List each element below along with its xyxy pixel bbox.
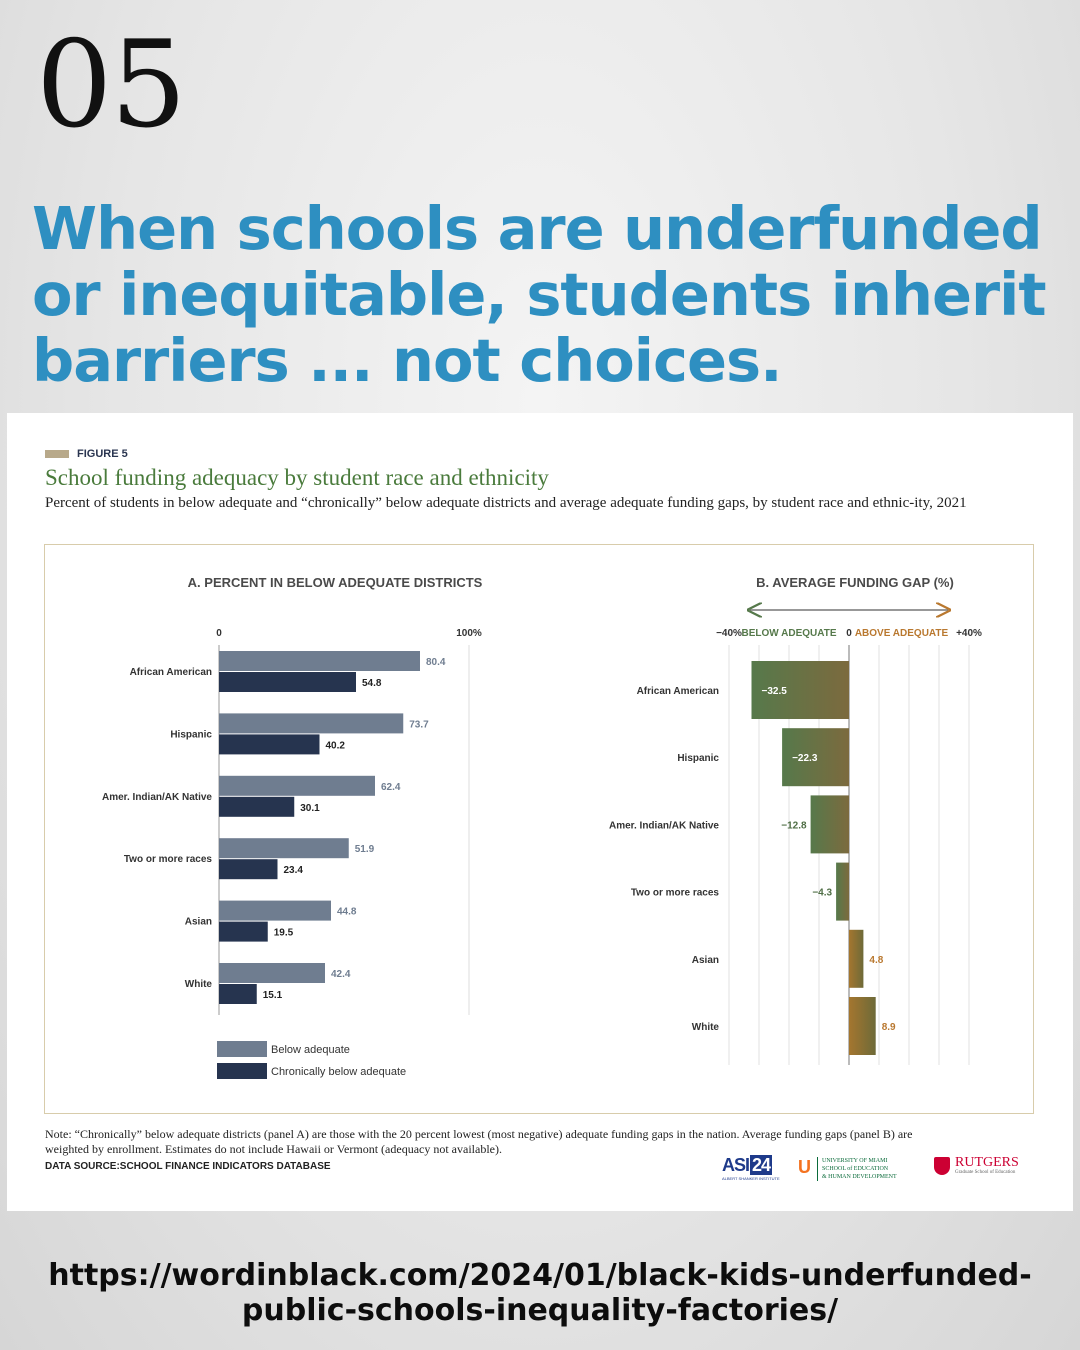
panel-b-tick-label: 0 [846, 628, 852, 639]
rutgers-name: RUTGERS [955, 1155, 1019, 1170]
panel-a-value-label: 42.4 [331, 969, 351, 980]
panel-b-category-label: Two or more races [630, 887, 719, 899]
figure-tag-label: FIGURE 5 [77, 448, 128, 460]
legend-label: Below adequate [271, 1044, 350, 1056]
panel-b-tick-label: −40% [716, 628, 742, 639]
panel-a-category-label: White [184, 979, 212, 990]
panel-a-bar [219, 797, 294, 817]
panel-b-bar [811, 795, 849, 853]
panel-b-category-label: White [691, 1022, 719, 1033]
panel-a-title: A. PERCENT IN BELOW ADEQUATE DISTRICTS [187, 575, 483, 590]
panel-a-category-label: Hispanic [170, 729, 212, 741]
panel-a-value-label: 54.8 [362, 678, 382, 689]
above-adequate-label: ABOVE ADEQUATE [854, 628, 949, 639]
panel-b-value-label: −22.3 [792, 753, 818, 765]
panel-a-bar [219, 713, 403, 733]
panel-b-value-label: 8.9 [881, 1022, 896, 1033]
asi-logo [722, 1155, 780, 1181]
figure-card [7, 413, 1073, 1211]
panel-a-value-label: 62.4 [381, 781, 401, 793]
panel-a-bar [219, 984, 257, 1004]
panel-a-value-label: 73.7 [409, 719, 429, 731]
slide-number: 05 [36, 16, 185, 155]
figure-note: Note: “Chronically” below adequate districts (panel A) are those with the 20 percent lowest (most negative) adequate funding gaps in the nation. Average funding gaps (panel B) are weighted by enrollment. Estimates do not include Hawaii or Vermont (adequacy not available). [45, 1127, 913, 1156]
panel-a-category-label: Amer. Indian/AK Native [101, 791, 212, 803]
source-url[interactable]: https://wordinblack.com/2024/01/black-kids-underfunded-public-schools-inequality-factories/ [48, 1258, 1032, 1328]
chart-svg [45, 545, 1033, 1113]
panel-a-bar [219, 838, 349, 858]
panel-b-tick-label: +40% [956, 628, 982, 639]
panel-a-value-label: 15.1 [262, 990, 283, 1001]
headline: When schools are underfunded or inequitable, students inherit barriers ... not choices. [32, 194, 1046, 395]
panel-b-value-label: −4.3 [812, 887, 833, 899]
panel-a-bar [219, 672, 356, 692]
panel-b-category-label: Hispanic [677, 753, 719, 765]
panel-b-title: B. AVERAGE FUNDING GAP (%) [756, 575, 954, 590]
below-adequate-label: BELOW ADEQUATE [741, 628, 837, 639]
legend-swatch [217, 1041, 267, 1057]
panel-a-category-label: Two or more races [123, 854, 212, 866]
panel-a-value-label: 19.5 [273, 927, 294, 939]
asi-logo-number: 24 [752, 1155, 771, 1175]
um-text [817, 1157, 897, 1181]
panel-a-bar [219, 922, 268, 942]
panel-a-bar [219, 901, 331, 921]
panel-a-value-label: 40.2 [325, 740, 345, 752]
chart-frame [44, 544, 1034, 1114]
um-line-2: SCHOOL of EDUCATION [822, 1166, 889, 1172]
panel-a-value-label: 44.8 [337, 906, 357, 918]
panel-b-category-label: Asian [691, 954, 719, 966]
panel-a-category-label: African American [129, 667, 212, 678]
panel-b-category-label: African American [636, 686, 719, 697]
panel-a-bar [219, 776, 375, 796]
um-mark: U [798, 1157, 811, 1177]
university-of-miami-logo [798, 1157, 897, 1181]
panel-a-tick-label: 0 [216, 628, 222, 639]
panel-a-value-label: 30.1 [300, 802, 320, 814]
rutgers-logo [934, 1156, 1019, 1175]
legend-swatch [217, 1063, 267, 1079]
asi-logo-letters: ASI [722, 1155, 750, 1175]
panel-a-value-label: 23.4 [283, 865, 303, 877]
rutgers-subtitle: Graduate School of Education [955, 1170, 1016, 1175]
panel-a-bar [219, 734, 320, 754]
panel-b-bar [849, 930, 863, 988]
data-source: DATA SOURCE:SCHOOL FINANCE INDICATORS DATABASE [45, 1161, 331, 1172]
panel-a-value-label: 51.9 [354, 844, 375, 856]
asi-logo-subtitle: ALBERT SHANKER INSTITUTE [722, 1176, 780, 1181]
legend-label: Chronically below adequate [271, 1066, 407, 1078]
logo-row [722, 1153, 1042, 1187]
panel-a-value-label: 80.4 [426, 657, 446, 668]
panel-b-bar [849, 997, 876, 1055]
figure-tag-swatch [45, 450, 69, 458]
panel-b-bar [836, 863, 849, 921]
panel-b-value-label: −32.5 [761, 686, 787, 697]
panel-a-bar [219, 651, 420, 671]
figure-tag [45, 447, 128, 461]
panel-a-bar [219, 963, 325, 983]
panel-b-value-label: −12.8 [781, 820, 807, 832]
panel-b-value-label: 4.8 [869, 954, 884, 966]
rutgers-shield-icon [934, 1157, 950, 1175]
panel-a-tick-label: 100% [456, 628, 482, 639]
figure-subtitle: Percent of students in below adequate and “chronically” below adequate districts and average adequate funding gaps, by student race and ethnic-ity, 2021 [45, 495, 967, 511]
figure-title: School funding adequacy by student race and ethnicity [45, 465, 549, 490]
panel-b-category-label: Amer. Indian/AK Native [608, 820, 719, 832]
um-line-3: & HUMAN DEVELOPMENT [822, 1174, 897, 1180]
panel-a-bar [219, 859, 278, 879]
panel-a-category-label: Asian [184, 916, 212, 928]
um-line-1: UNIVERSITY OF MIAMI [822, 1158, 888, 1164]
